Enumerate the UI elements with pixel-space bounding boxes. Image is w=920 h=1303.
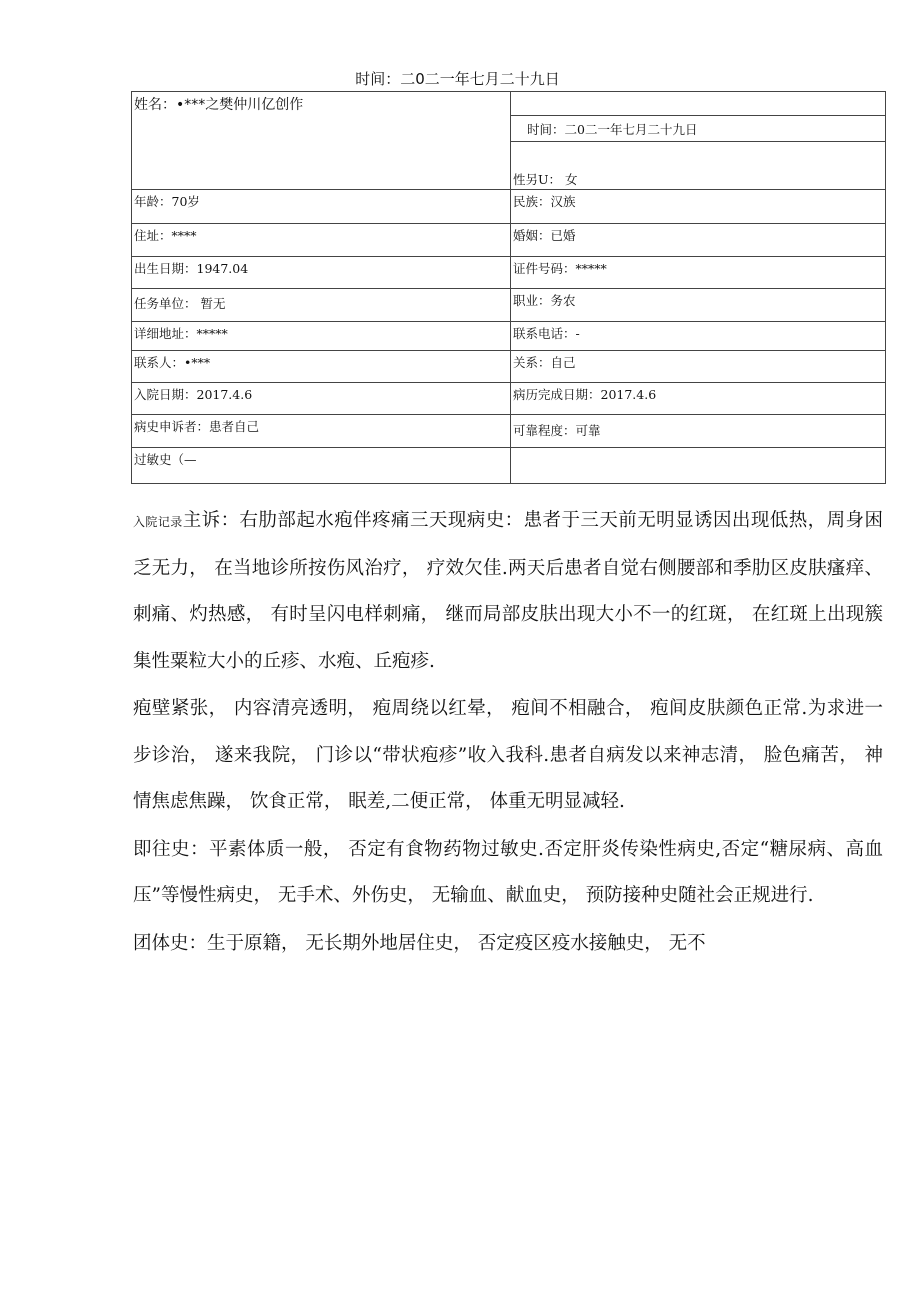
admission-record-label: 入院记录 bbox=[133, 515, 183, 529]
name-cell: 姓名：•***之樊仲川亿创作 bbox=[132, 92, 511, 190]
sex-cell: 性另U： 女 bbox=[511, 142, 886, 190]
allergy-cell: 过敏史（— bbox=[132, 448, 511, 484]
personal-history-paragraph: 团体史：生于原籍， 无长期外地居住史， 否定疫区疫水接触史， 无不 bbox=[133, 932, 706, 954]
header-time bbox=[0, 68, 920, 89]
informant-cell: 病史申诉者：患者自己 bbox=[132, 415, 511, 448]
blank-cell bbox=[511, 92, 886, 116]
chief-complaint-paragraph bbox=[133, 498, 883, 685]
chief-complaint-text: 主诉：右肋部起水疱伴疼痛三天现病史：患者于三天前无明显诱因出现低热，周身困乏无力， 在当地诊所按伤风治疗， 疗效欠佳.两天后患者自觉右侧腰部和季肋区皮肤瘙痒、刺痛、灼热感， 有时呈闪电样刺痛， 继而局部皮肤出现大小不一的红斑， 在红斑上出现簇集性粟粒大小的丘疹、水疱、丘疱疹. bbox=[133, 510, 883, 672]
marriage-cell: 婚姻：已婚 bbox=[511, 224, 886, 257]
detail-address-cell: 详细地址：***** bbox=[132, 322, 511, 351]
reliability-cell: 可靠程度：可靠 bbox=[511, 415, 886, 448]
patient-info-table bbox=[131, 91, 886, 484]
admission-date-cell: 入院日期：2017.4.6 bbox=[132, 383, 511, 415]
record-date-cell: 病历完成日期：2017.4.6 bbox=[511, 383, 886, 415]
inner-time-cell: 时间：二0二一年七月二十九日 bbox=[511, 116, 886, 142]
id-number-cell: 证件号码：***** bbox=[511, 257, 886, 289]
allergy-blank-cell bbox=[511, 448, 886, 484]
contact-cell: 联系人：•*** bbox=[132, 351, 511, 383]
phone-cell: 联系电话：- bbox=[511, 322, 886, 351]
relation-cell: 关系：自己 bbox=[511, 351, 886, 383]
header-time-text: 时间：二0二一年七月二十九日 bbox=[355, 70, 560, 88]
birth-date-cell: 出生日期：1947.04 bbox=[132, 257, 511, 289]
age-cell: 年龄：70岁 bbox=[132, 190, 511, 224]
address-cell: 住址：**** bbox=[132, 224, 511, 257]
work-unit-cell: 任务单位： 暂无 bbox=[132, 289, 511, 322]
symptom-paragraph: 疱壁紧张， 内容清亮透明， 疱周绕以红晕， 疱间不相融合， 疱间皮肤颜色正常.为求进一步诊治， 遂来我院， 门诊以“带状疱疹”收入我科.患者自病发以来神志清， 脸色痛苦， 神情焦虑焦躁， 饮食正常， 眠差,二便正常， 体重无明显减轻. bbox=[133, 698, 883, 812]
past-history-paragraph: 即往史：平素体质一般， 否定有食物药物过敏史.否定肝炎传染性病史,否定“糖尿病、高血压”等慢性病史， 无手术、外伤史， 无输血、献血史， 预防接种史随社会正规进行. bbox=[133, 838, 883, 906]
occupation-cell: 职业：务农 bbox=[511, 289, 886, 322]
medical-record-body bbox=[133, 498, 883, 968]
ethnicity-cell: 民族：汉族 bbox=[511, 190, 886, 224]
